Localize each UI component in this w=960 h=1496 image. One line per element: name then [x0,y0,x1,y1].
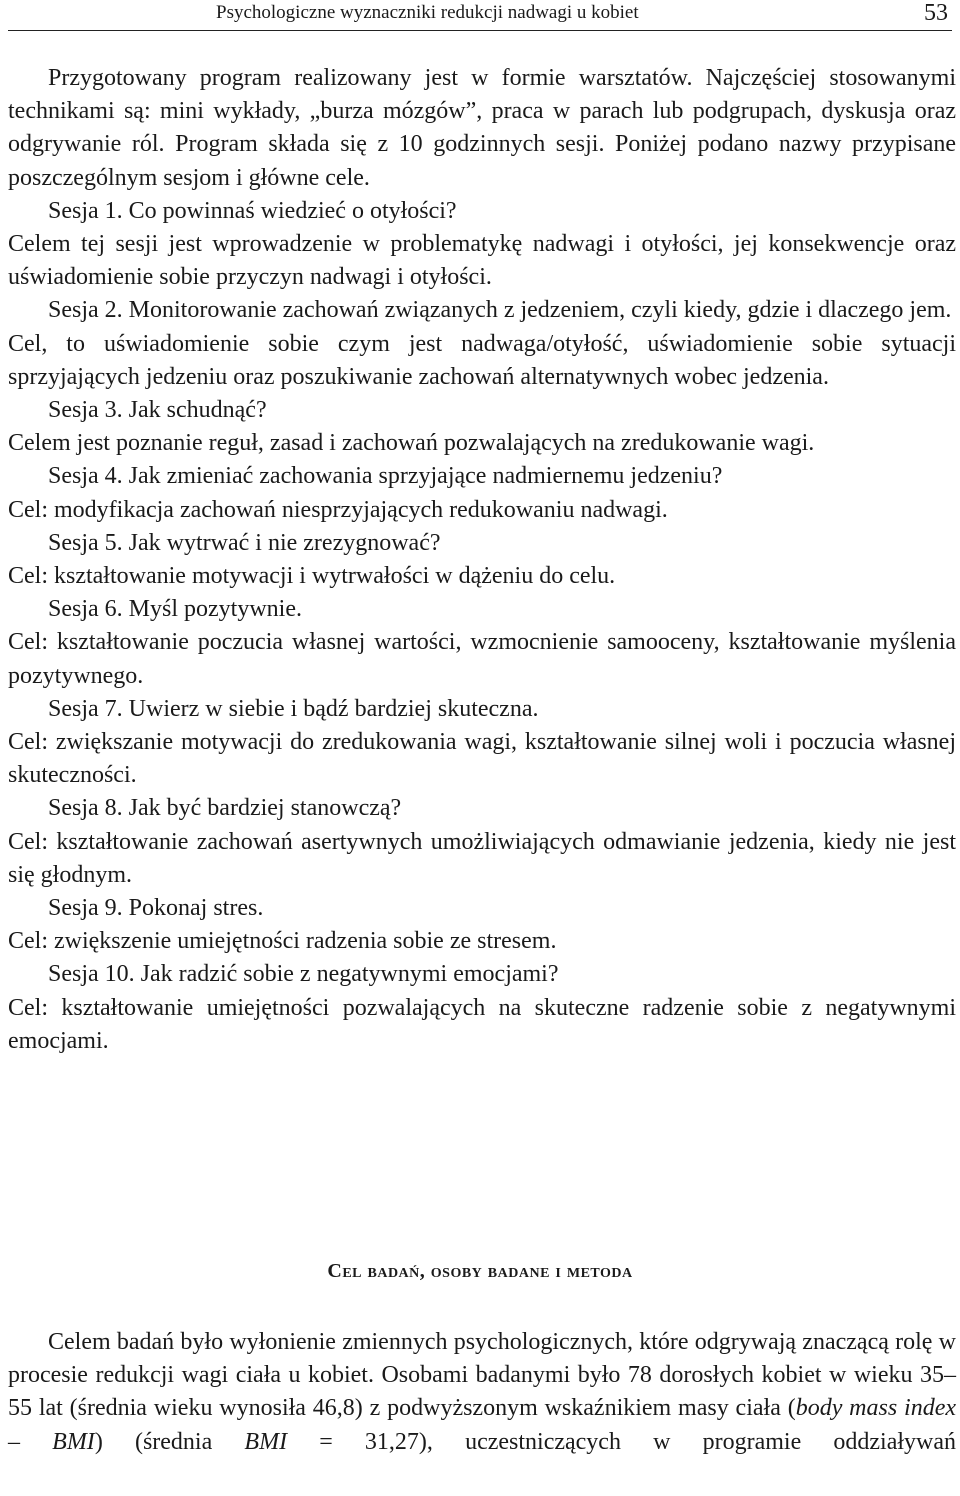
session-title: Sesja 10. Jak radzić sobie z negatywnymi emocjami? [48,961,559,988]
italic-term: body mass index [795,1395,956,1422]
section-body [8,1326,956,1459]
page-number: 53 [924,0,948,26]
section-heading: Cel badań, osoby badane i metoda [327,1260,633,1282]
session-goal: Cel: kształtowanie poczucia własnej wartości, wzmocnienie samooceny, kształtowanie myślenia pozytywnego. [8,629,956,689]
session-title: Sesja 3. Jak schudnąć? [48,397,267,424]
session-title: Sesja 7. Uwierz w siebie i bądź bardziej skuteczna. [48,695,539,722]
abbreviation: BMI [244,1428,288,1455]
session-goal: Cel: modyfikacja zachowań niesprzyjających redukowaniu nadwagi. [8,496,668,523]
running-title: Psychologiczne wyznaczniki redukcji nadwagi u kobiet [216,2,639,23]
section-paragraph [8,1326,956,1459]
abbreviation: BMI [52,1428,95,1455]
session-title: Sesja 6. Myśl pozytywnie. [48,596,302,623]
session-goal: Cel: zwiększanie motywacji do zredukowania wagi, kształtowanie silnej woli i poczucia własnej skuteczności. [8,729,956,789]
running-header [8,0,952,31]
session-title: Sesja 8. Jak być bardziej stanowczą? [48,795,402,822]
session-goal: Cel, to uświadomienie sobie czym jest nadwaga/otyłość, uświadomienie sobie sytuacji sprzyjających jedzeniu oraz poszukiwanie zachowań alternatywnych wobec jedzenia. [8,330,956,390]
session-goal: Cel: kształtowanie umiejętności pozwalających na skuteczne radzenie sobie z negatywnymi emocjami. [8,994,956,1054]
paragraph-text: = 31,27), uczestniczących w programie oddziaływań [287,1428,956,1455]
session-goal: Celem tej sesji jest wprowadzenie w problematykę nadwagi i otyłości, jej konsekwencje oraz uświadomienie sobie przyczyn nadwagi i otyłości. [8,231,956,291]
session-title: Sesja 9. Pokonaj stres. [48,895,264,922]
session-goal: Cel: kształtowanie motywacji i wytrwałości w dążeniu do celu. [8,563,616,590]
session-goal: Celem jest poznanie reguł, zasad i zachowań pozwalających na zredukowanie wagi. [8,430,815,457]
paragraph-text: Celem badań było wyłonienie zmiennych psychologicznych, które odgrywają znaczącą rolę w procesie redukcji wagi ciała u kobiet. Osobami badanymi było 78 dorosłych kobiet w wieku 35–55 lat (średnia wieku wynosiła 46,8) z podwyższonym wskaźnikiem masy ciała ( [8,1329,956,1422]
session-title: Sesja 1. Co powinnaś wiedzieć o otyłości? [48,197,457,224]
session-title: Sesja 2. Monitorowanie zachowań związanych z jedzeniem, czyli kiedy, gdzie i dlaczego jem. [48,297,952,324]
session-title: Sesja 5. Jak wytrwać i nie zrezygnować? [48,529,441,556]
session-goal: Cel: zwiększenie umiejętności radzenia sobie ze stresem. [8,928,557,955]
paragraph-text: – [8,1428,53,1455]
program-description [8,62,956,1058]
paragraph-text: ) (średnia [94,1428,245,1455]
session-goal: Cel: kształtowanie zachowań asertywnych umożliwiających odmawianie jedzenia, kiedy nie jest się głodnym. [8,828,956,888]
intro-paragraph: Przygotowany program realizowany jest w formie warsztatów. Najczęściej stosowanymi technikami są: mini wykłady, „burza mózgów”, praca w parach lub podgrupach, dyskusja oraz odgrywanie ról. Program składa się z 10 godzinnych sesji. Poniżej podano nazwy przypisane poszczególnym sesjom i główne cele. [8,65,956,191]
session-title: Sesja 4. Jak zmieniać zachowania sprzyjające nadmiernemu jedzeniu? [48,463,723,490]
